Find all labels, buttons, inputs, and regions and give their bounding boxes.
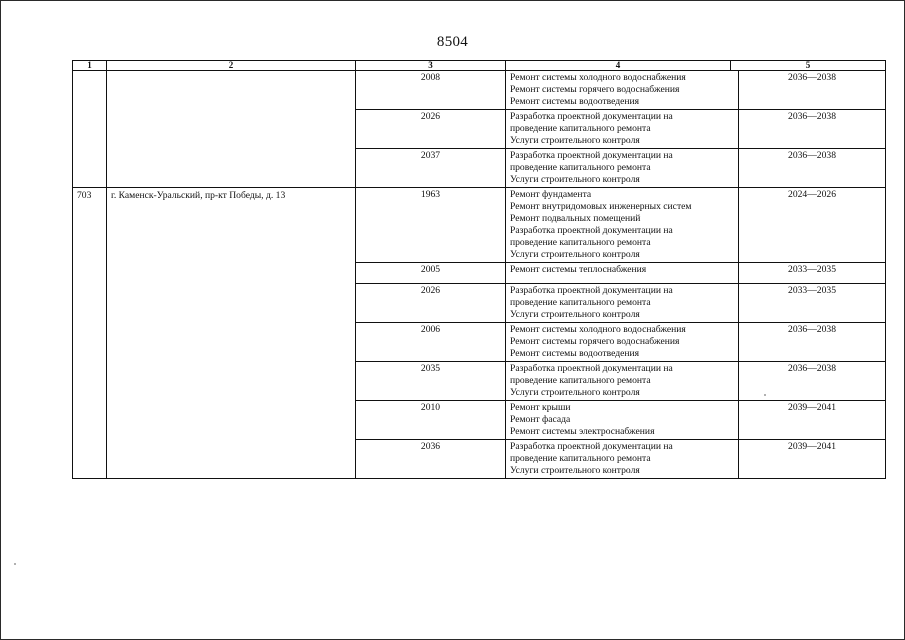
- work-type-line: Ремонт внутридомовых инженерных систем: [510, 201, 692, 212]
- object-address: [107, 71, 356, 188]
- work-type-line: Разработка проектной документации на: [510, 285, 673, 296]
- work-type-line: Ремонт фундамента: [510, 189, 592, 200]
- work-types: [506, 149, 739, 187]
- work-type-line: проведение капитального ремонта: [510, 375, 651, 386]
- repair-period: 2036—2038: [788, 72, 836, 83]
- work-type-line: проведение капитального ремонта: [510, 297, 651, 308]
- repair-period: 2036—2038: [788, 363, 836, 374]
- work-type-line: Ремонт системы водоотведения: [510, 348, 640, 359]
- work-type-line: Услуги строительного контроля: [510, 465, 640, 476]
- object-number: [73, 71, 107, 188]
- work-types: [506, 263, 739, 283]
- work-type-line: Ремонт системы горячего водоснабжения: [510, 84, 680, 95]
- table-row: [356, 110, 885, 149]
- work-type-line: Ремонт системы холодного водоснабжения: [510, 324, 686, 335]
- work-type-line: Услуги строительного контроля: [510, 387, 640, 398]
- work-types: [506, 284, 739, 322]
- table-row: [356, 401, 885, 440]
- work-types: [506, 440, 739, 478]
- repair-plan-table: [72, 60, 886, 479]
- object-number: 703: [73, 188, 107, 479]
- commissioning-year: 2006: [356, 323, 506, 361]
- work-type-line: Разработка проектной документации на: [510, 363, 673, 374]
- work-types: [506, 323, 739, 361]
- work-types: [506, 110, 739, 148]
- column-header-1: 1: [73, 61, 107, 71]
- work-type-line: Услуги строительного контроля: [510, 135, 640, 146]
- table-block: [73, 188, 886, 479]
- work-type-line: Разработка проектной документации на: [510, 225, 673, 236]
- table-row: [356, 440, 885, 478]
- commissioning-year: 2026: [356, 284, 506, 322]
- work-type-line: проведение капитального ремонта: [510, 162, 651, 173]
- table-row: [356, 263, 885, 284]
- repair-period: 2039—2041: [788, 441, 836, 452]
- work-type-line: Ремонт подвальных помещений: [510, 213, 641, 224]
- work-type-line: Услуги строительного контроля: [510, 309, 640, 320]
- work-types: [506, 362, 739, 400]
- commissioning-year: 2037: [356, 149, 506, 187]
- table-block: [73, 71, 886, 188]
- work-types: [506, 401, 739, 439]
- commissioning-year: 2010: [356, 401, 506, 439]
- table-row: [356, 362, 885, 401]
- work-type-line: Разработка проектной документации на: [510, 111, 673, 122]
- work-type-line: проведение капитального ремонта: [510, 123, 651, 134]
- work-type-line: Ремонт системы водоотведения: [510, 96, 640, 107]
- page-number: 8504: [436, 34, 469, 50]
- commissioning-year: 2035: [356, 362, 506, 400]
- table-row: [356, 188, 885, 263]
- table-body: [73, 71, 886, 479]
- work-type-line: Услуги строительного контроля: [510, 249, 640, 260]
- work-type-line: Ремонт системы горячего водоснабжения: [510, 336, 680, 347]
- work-types: [506, 188, 739, 262]
- header-row: [73, 61, 886, 71]
- work-type-line: проведение капитального ремонта: [510, 237, 651, 248]
- repair-period: 2036—2038: [788, 111, 836, 122]
- table-row: [356, 323, 885, 362]
- commissioning-year: 2008: [356, 71, 506, 109]
- work-type-line: Ремонт системы электроснабжения: [510, 426, 655, 437]
- column-header-3: 3: [356, 61, 506, 70]
- commissioning-year: 2036: [356, 440, 506, 478]
- work-type-line: Ремонт системы теплоснабжения: [510, 264, 647, 275]
- work-type-line: Разработка проектной документации на: [510, 441, 673, 452]
- repair-period: 2036—2038: [788, 150, 836, 161]
- table-row: [356, 284, 885, 323]
- work-type-line: Услуги строительного контроля: [510, 174, 640, 185]
- object-address: г. Каменск-Уральский, пр-кт Победы, д. 13: [107, 188, 356, 479]
- repair-period: 2036—2038: [788, 324, 836, 335]
- repair-period: 2039—2041: [788, 402, 836, 413]
- repair-period: 2033—2035: [788, 264, 836, 275]
- commissioning-year: 1963: [356, 188, 506, 262]
- column-header-2: 2: [107, 61, 356, 71]
- repair-period: 2033—2035: [788, 285, 836, 296]
- work-type-line: Разработка проектной документации на: [510, 150, 673, 161]
- work-type-line: Ремонт крыши: [510, 402, 571, 413]
- work-type-line: Ремонт системы холодного водоснабжения: [510, 72, 686, 83]
- table-row: [356, 149, 885, 187]
- work-type-line: Ремонт фасада: [510, 414, 571, 425]
- commissioning-year: 2026: [356, 110, 506, 148]
- scan-speck: [764, 394, 766, 396]
- column-header-4: 4: [506, 61, 731, 70]
- work-type-line: проведение капитального ремонта: [510, 453, 651, 464]
- column-header-5: 5: [805, 60, 811, 70]
- repair-period: 2024—2026: [788, 189, 836, 200]
- scan-speck: [14, 563, 16, 565]
- table-row: [356, 71, 885, 110]
- commissioning-year: 2005: [356, 263, 506, 283]
- work-types: [506, 71, 739, 109]
